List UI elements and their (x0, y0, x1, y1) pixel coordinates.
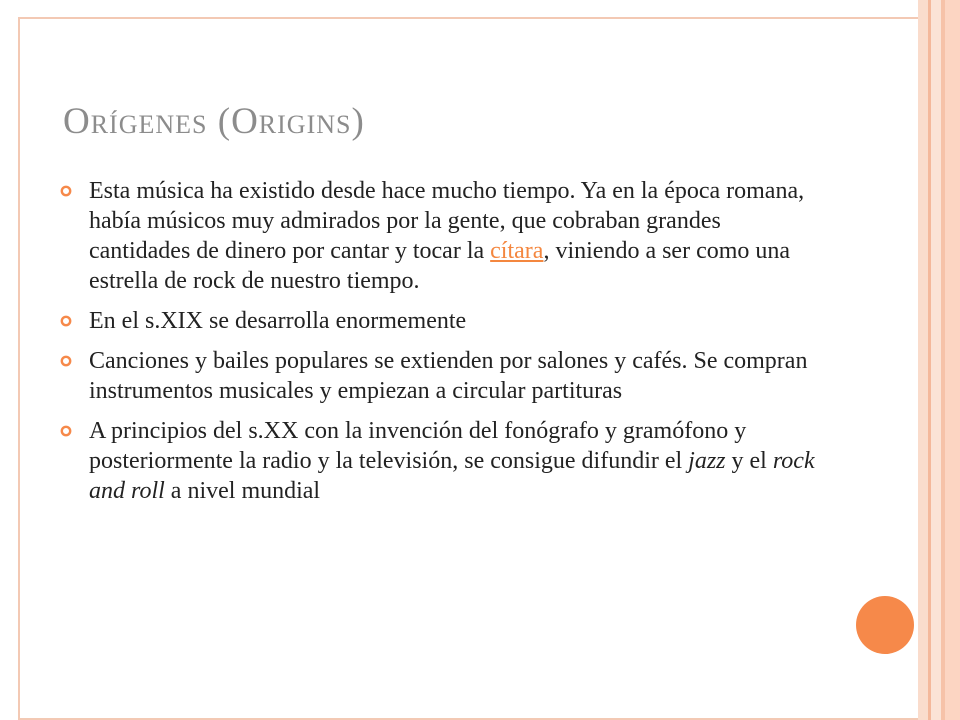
bullet-text: a nivel mundial (164, 478, 321, 504)
bullet-ring-icon (60, 315, 72, 327)
orange-circle-decoration (856, 596, 914, 654)
bullet-item (60, 346, 820, 406)
bullet-list (60, 176, 820, 516)
bullet-ring-icon (60, 355, 72, 367)
bullet-ring-icon (60, 425, 72, 437)
bullet-text: y el (725, 448, 773, 474)
slide-title: Orígenes (Origins) (63, 101, 365, 142)
slide-frame-left (18, 17, 20, 720)
bullet-text: , viniendo a ser como una estrella de rock de nuestro tiempo. (89, 238, 791, 294)
citara-link[interactable]: cítara (490, 238, 544, 264)
bullet-text: En el s.XIX se desarrolla enormemente (89, 308, 467, 334)
bullet-text: Esta música ha existido desde hace mucho tiempo. Ya en la época romana, había músicos muy admirados por la gente, que cobraban grandes cantidades de dinero por cantar y tocar la (89, 178, 805, 264)
bullet-item (60, 176, 820, 296)
italic-term: rock and roll (89, 448, 815, 504)
italic-term: jazz (688, 448, 726, 474)
bullet-text: A principios del s.XX con la invención del fonógrafo y gramófono y posteriormente la radio y la televisión, se consigue difundir el (89, 418, 747, 474)
decorative-band (945, 0, 960, 720)
slide-frame-top (18, 17, 918, 19)
bullet-text: Canciones y bailes populares se extienden por salones y cafés. Se compran instrumentos musicales y empiezan a circular partituras (89, 348, 808, 404)
decorative-band (918, 0, 928, 720)
bullet-item (60, 306, 820, 336)
bullet-item (60, 416, 820, 506)
bullet-ring-icon (60, 185, 72, 197)
decorative-band (931, 0, 941, 720)
